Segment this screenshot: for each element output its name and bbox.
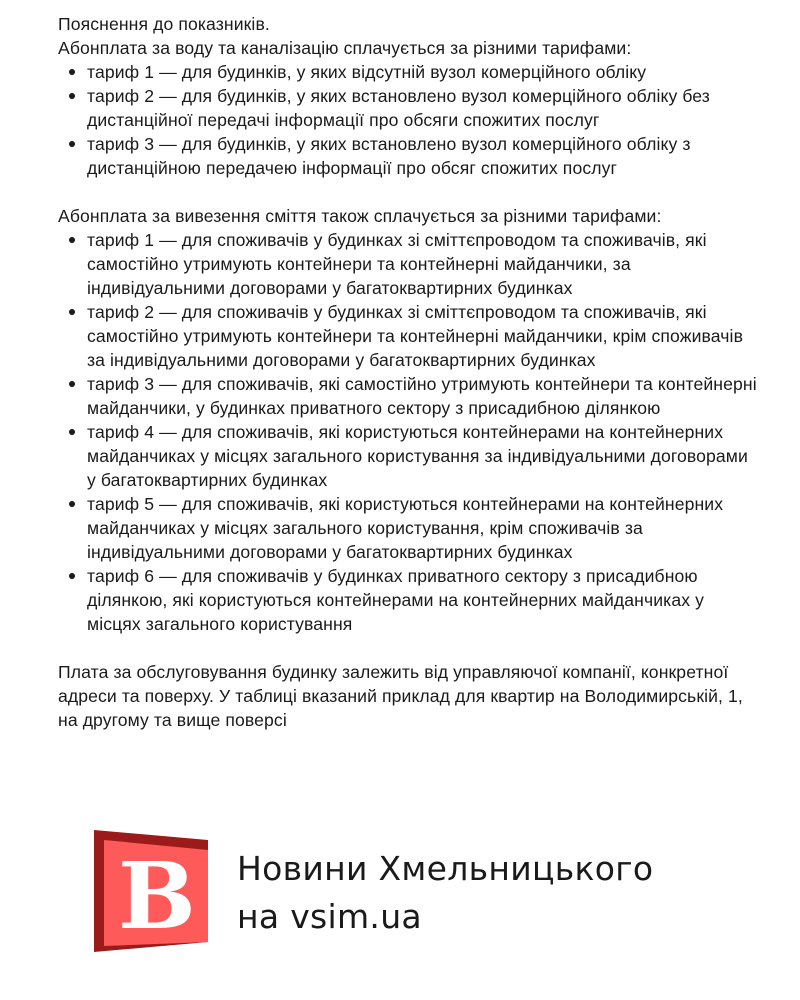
water-tariffs-list <box>58 60 758 180</box>
list-item: тариф 6 — для споживачів у будинках приватного сектору з присадибною ділянкою, які користуються контейнерами на контейнерних майданчиках у місцях загального користування <box>87 564 758 636</box>
list-item: тариф 5 — для споживачів, які користуються контейнерами на контейнерних майданчиках у місцях загального користування, крім споживачів за індивідуальними договорами у багатоквартирних будинках <box>87 492 758 564</box>
list-item: тариф 4 — для споживачів, які користуються контейнерами на контейнерних майданчиках у місцях загального користування за індивідуальними договорами у багатоквартирних будинках <box>87 420 758 492</box>
waste-tariffs-intro: Абонплата за вивезення сміття також сплачується за різними тарифами: <box>58 206 662 226</box>
article-body <box>58 12 758 732</box>
vsim-logo <box>92 830 210 952</box>
list-item: тариф 3 — для будинків, у яких встановлено вузол комерційного обліку з дистанційною передачею інформації про обсяг спожитих послуг <box>87 132 758 180</box>
paragraph-gap <box>58 180 758 204</box>
logo-letter: B <box>118 842 196 950</box>
brand-caption <box>237 845 653 941</box>
section-title: Пояснення до показників. <box>58 14 270 34</box>
list-item: тариф 3 — для споживачів, які самостійно утримують контейнери та контейнерні майданчики, у будинках приватного сектору з присадибною ділянкою <box>87 374 757 418</box>
brand-title: Новини Хмельницького <box>237 849 654 888</box>
list-item: тариф 1 — для будинків, у яких відсутній вузол комерційного обліку <box>87 60 758 84</box>
water-tariffs-intro: Абонплата за воду та каналізацію сплачується за різними тарифами: <box>58 38 632 58</box>
list-item: тариф 1 — для споживачів у будинках зі сміттєпроводом та споживачів, які самостійно утримують контейнери та контейнерні майданчики, за індивідуальними договорами у багатоквартирних будинках <box>87 228 758 300</box>
waste-tariffs-list <box>58 228 758 636</box>
list-item: тариф 2 — для споживачів у будинках зі сміттєпроводом та споживачів, які самостійно утримують контейнери та контейнерні майданчики, крім споживачів за індивідуальними договорами у багатоквартирних будинках <box>87 300 758 372</box>
brand-subtitle: на vsim.ua <box>237 897 422 936</box>
paragraph-gap <box>58 636 758 660</box>
list-item: тариф 2 — для будинків, у яких встановлено вузол комерційного обліку без дистанційної передачі інформації про обсяги спожитих послуг <box>87 84 758 132</box>
maintenance-note: Плата за обслуговування будинку залежить від управляючої компанії, конкретної адреси та поверху. У таблиці вказаний приклад для квартир на Володимирській, 1, на другому та вище поверсі <box>58 662 743 730</box>
